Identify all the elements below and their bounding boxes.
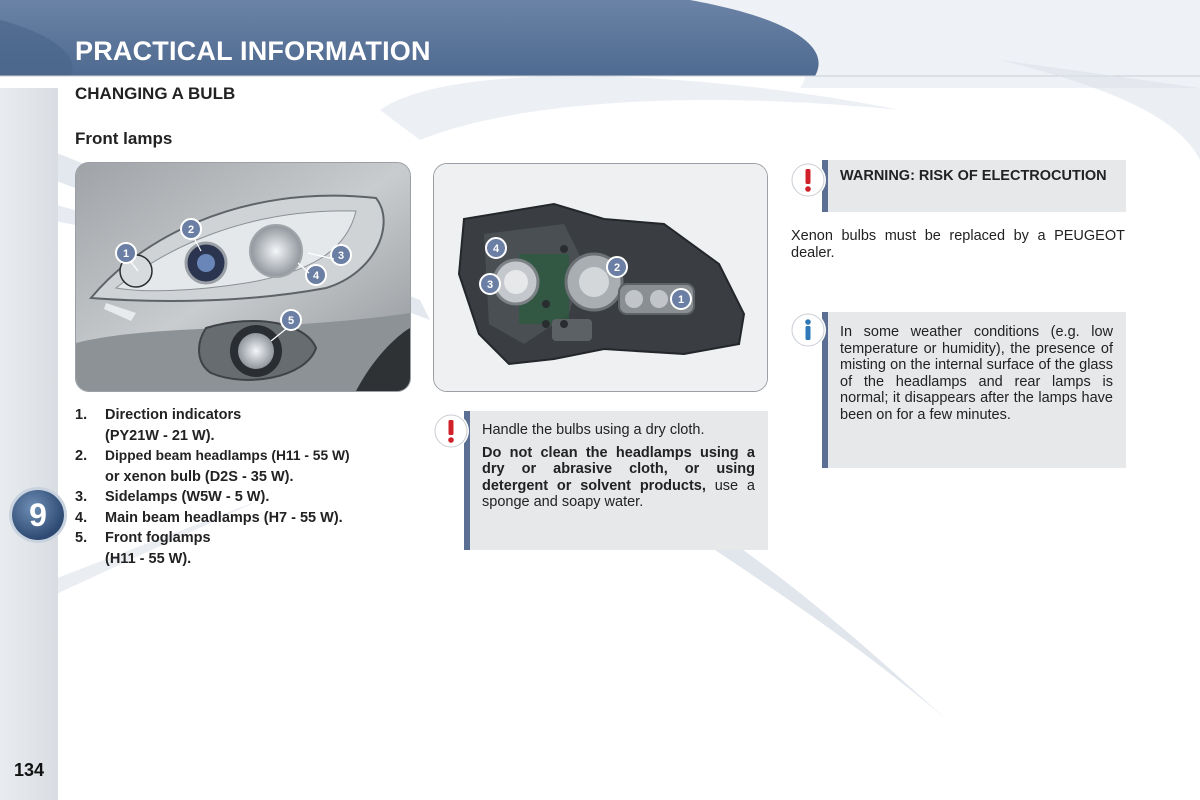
page-header-title: PRACTICAL INFORMATION <box>75 36 431 66</box>
bulb-list <box>75 405 420 569</box>
handling-warning-text <box>482 422 755 511</box>
cleaning-warning-bold: Do not clean the headlamps using a dry or abrasive cloth, or using detergent or solvent products, <box>482 444 755 494</box>
cleaning-advice: use a sponge and soapy water. <box>482 477 755 510</box>
callout-3-label: 3 <box>337 250 345 262</box>
bulb-spec: or xenon bulb (D2S - 35 W). <box>105 468 294 485</box>
callout-5-label: 5 <box>287 315 295 327</box>
left-margin-strip <box>0 88 58 800</box>
bulb-description: Front foglamps <box>105 530 211 546</box>
rear-callout-4-label: 4 <box>492 243 500 255</box>
bulb-description: Sidelamps (W5W - 5 W). <box>105 489 270 505</box>
callout-2-label: 2 <box>187 224 195 236</box>
callout-1-label: 1 <box>122 248 130 260</box>
headlamp-exterior-photo <box>75 162 411 392</box>
rear-callout-1-label: 1 <box>677 294 685 306</box>
warning-exclamation-icon <box>433 413 469 449</box>
cleaning-instruction <box>482 445 755 511</box>
info-icon <box>790 312 826 348</box>
bulb-description: Dipped beam headlamps (H11 - 55 W) <box>105 448 350 463</box>
bulb-number: 4. <box>75 509 88 526</box>
headlamp-exterior-illustration <box>76 163 410 391</box>
bulb-list-item <box>75 446 420 487</box>
electrocution-warning-title: WARNING: RISK OF ELECTROCUTION <box>840 168 1107 184</box>
misting-info-box <box>822 312 1126 468</box>
rear-callout-2-label: 2 <box>613 262 621 274</box>
bulb-number: 2. <box>75 448 88 464</box>
handling-instruction: Handle the bulbs using a dry cloth. <box>482 422 705 438</box>
page-number: 134 <box>14 760 45 780</box>
bulb-list-item <box>75 508 420 529</box>
headlamp-rear-photo <box>433 163 768 392</box>
electrocution-warning-box <box>822 160 1126 212</box>
bulb-spec: (PY21W - 21 W). <box>105 427 215 444</box>
chapter-tab: 9 <box>12 490 64 540</box>
headlamp-rear-illustration <box>434 164 767 391</box>
section-subtitle: Front lamps <box>75 129 173 148</box>
handling-warning-box <box>464 411 768 550</box>
bulb-list-item <box>75 487 420 508</box>
bulb-number: 3. <box>75 489 88 505</box>
xenon-bulb-notice: Xenon bulbs must be replaced by a PEUGEOT dealer. <box>791 228 1125 261</box>
bulb-number: 5. <box>75 530 88 546</box>
bulb-description: Main beam headlamps (H7 - 55 W). <box>105 509 343 526</box>
bulb-description: Direction indicators <box>105 407 242 423</box>
misting-info-text: In some weather conditions (e.g. low temperature or humidity), the presence of misting on the internal surface of the glass of the headlamps and rear lamps is normal; it disappears after the lamps have been on for a few minutes. <box>840 324 1113 423</box>
rear-callout-3-label: 3 <box>486 279 494 291</box>
section-title: CHANGING A BULB <box>75 84 236 103</box>
warning-exclamation-icon <box>790 162 826 198</box>
bulb-number: 1. <box>75 407 88 423</box>
bulb-list-item <box>75 405 420 446</box>
bulb-list-item <box>75 528 420 569</box>
callout-4-label: 4 <box>312 270 320 282</box>
bulb-spec: (H11 - 55 W). <box>105 550 192 567</box>
